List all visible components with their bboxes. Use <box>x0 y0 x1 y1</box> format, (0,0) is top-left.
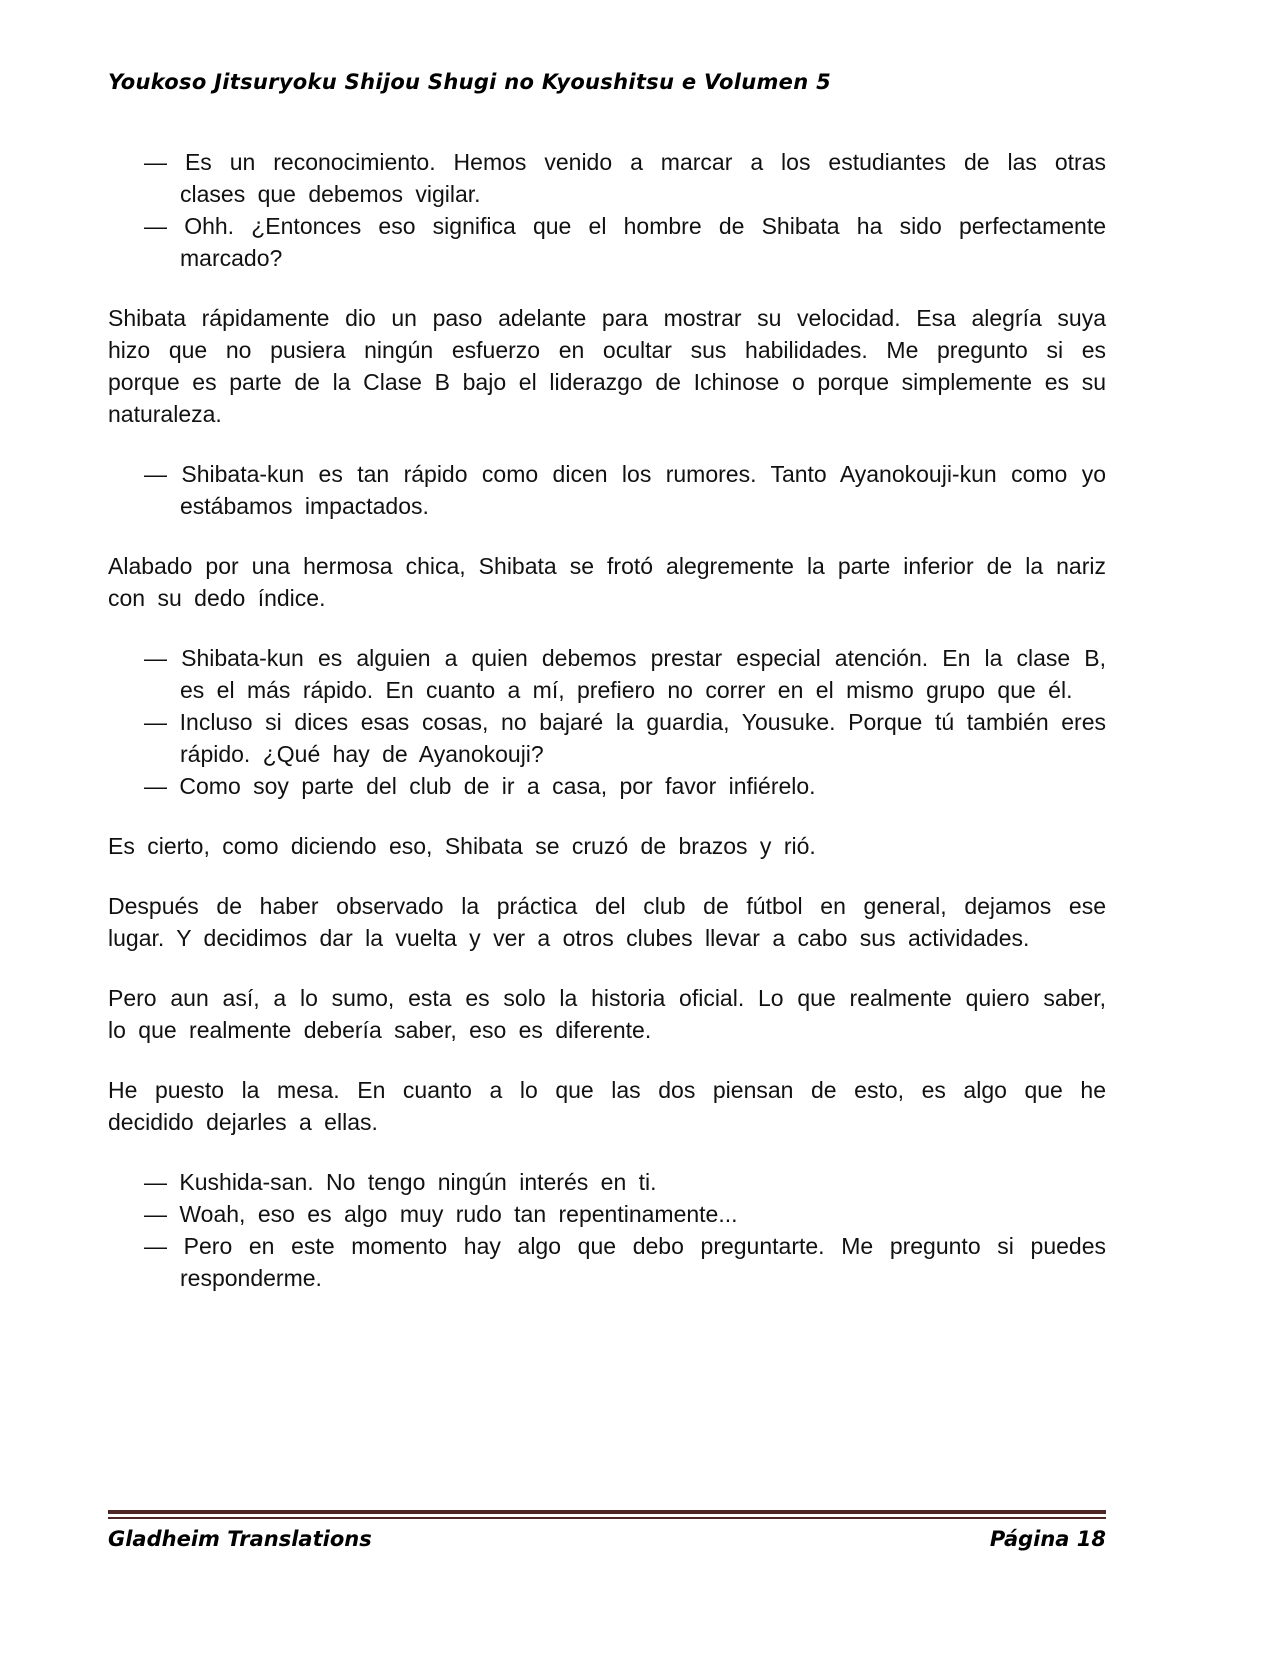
dialogue-line: — Shibata-kun es tan rápido como dicen los rumores. Tanto Ayanokouji-kun como yo estábamos impactados. <box>144 461 1106 519</box>
dialogue-line: — Incluso si dices esas cosas, no bajaré la guardia, Yousuke. Porque tú también eres rápido. ¿Qué hay de Ayanokouji? <box>144 709 1106 767</box>
narration-paragraph: Alabado por una hermosa chica, Shibata se frotó alegremente la parte inferior de la nariz con su dedo índice. <box>108 553 1106 611</box>
dialogue-line: — Kushida-san. No tengo ningún interés en ti. <box>144 1169 657 1195</box>
footer-text-row <box>108 1527 1106 1551</box>
narration-paragraph: Es cierto, como diciendo eso, Shibata se cruzó de brazos y rió. <box>108 833 816 859</box>
dialogue-block <box>108 1166 1106 1294</box>
dialogue-line: — Woah, eso es algo muy rudo tan repentinamente... <box>144 1201 738 1227</box>
dialogue-block <box>108 642 1106 802</box>
dialogue-block <box>108 458 1106 522</box>
narration-paragraph: Shibata rápidamente dio un paso adelante para mostrar su velocidad. Esa alegría suya hizo que no pusiera ningún esfuerzo en ocultar sus habilidades. Me pregunto si es porque es parte de la Clase B bajo el liderazgo de Ichinose o porque simplemente es su naturaleza. <box>108 305 1106 427</box>
dialogue-line: — Ohh. ¿Entonces eso significa que el hombre de Shibata ha sido perfectamente marcado? <box>144 213 1106 271</box>
dialogue-block <box>108 146 1106 274</box>
footer-page-number: Página 18 <box>989 1527 1106 1551</box>
footer-divider-rule <box>108 1510 1106 1519</box>
page-footer <box>108 1510 1106 1551</box>
page-header-title: Youkoso Jitsuryoku Shijou Shugi no Kyoushitsu e Volumen 5 <box>108 70 831 94</box>
dialogue-line: — Pero en este momento hay algo que debo preguntarte. Me pregunto si puedes responderme. <box>144 1233 1106 1291</box>
dialogue-line: — Es un reconocimiento. Hemos venido a marcar a los estudiantes de las otras clases que debemos vigilar. <box>144 149 1106 207</box>
dialogue-line: — Shibata-kun es alguien a quien debemos prestar especial atención. En la clase B, es el más rápido. En cuanto a mí, prefiero no correr en el mismo grupo que él. <box>144 645 1106 703</box>
narration-paragraph: He puesto la mesa. En cuanto a lo que las dos piensan de esto, es algo que he decidido dejarles a ellas. <box>108 1077 1106 1135</box>
narration-paragraph: Pero aun así, a lo sumo, esta es solo la historia oficial. Lo que realmente quiero saber, lo que realmente debería saber, eso es diferente. <box>108 985 1106 1043</box>
narration-paragraph: Después de haber observado la práctica del club de fútbol en general, dejamos ese lugar. Y decidimos dar la vuelta y ver a otros clubes llevar a cabo sus actividades. <box>108 893 1106 951</box>
footer-translator-name: Gladheim Translations <box>108 1527 372 1551</box>
page-body <box>108 146 1106 1322</box>
dialogue-line: — Como soy parte del club de ir a casa, por favor infiérelo. <box>144 773 816 799</box>
